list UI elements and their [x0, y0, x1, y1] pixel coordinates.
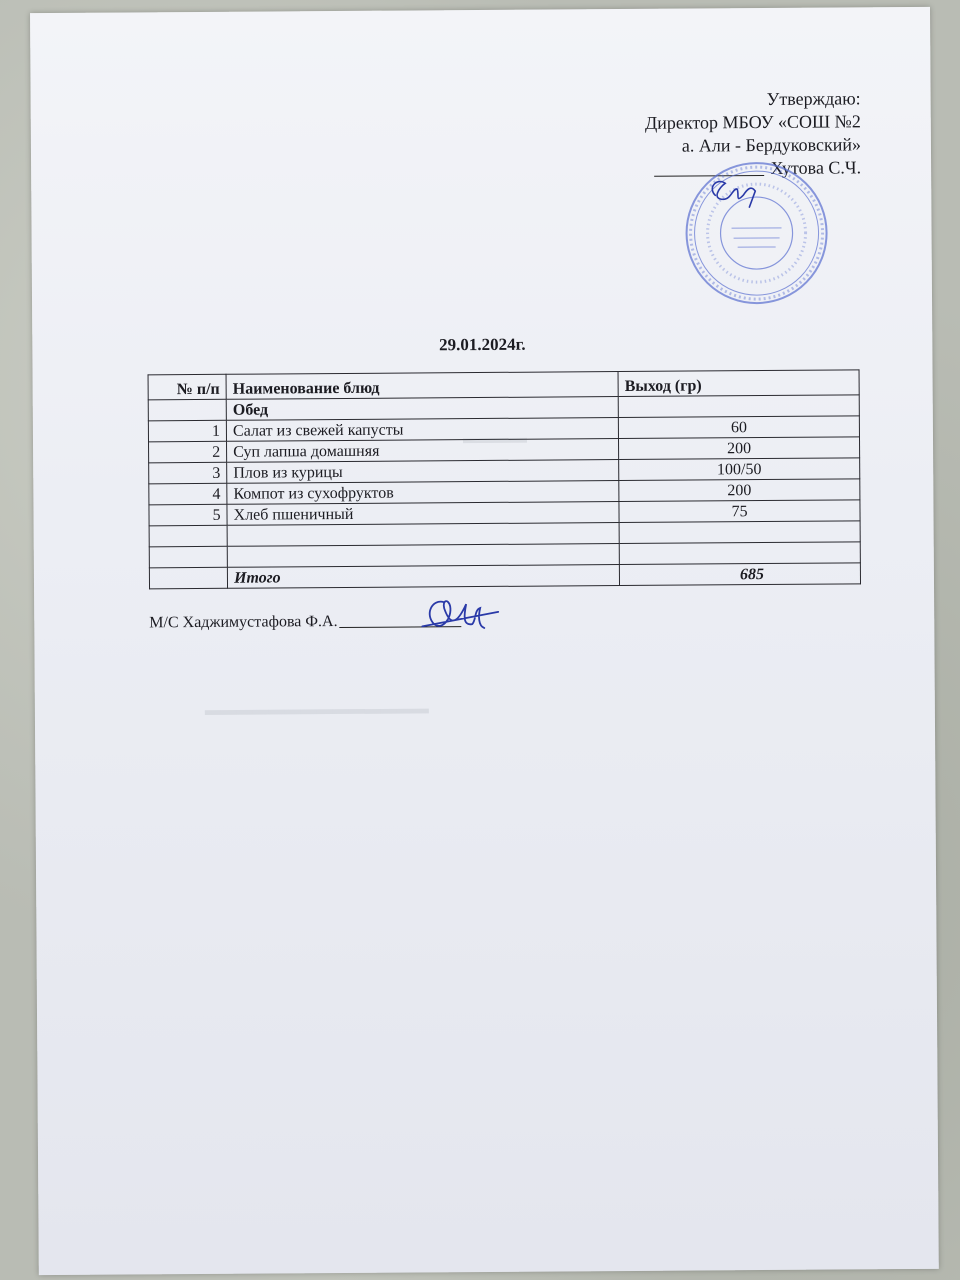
row-dish-name: Хлеб пшеничный	[227, 502, 619, 526]
nurse-name: М/С Хаджимустафова Ф.А.	[149, 613, 338, 632]
approval-school: а. Али - Бердуковский»	[681, 134, 862, 156]
show-through-text: ▬▬▬▬	[462, 429, 528, 448]
empty-cell	[619, 542, 860, 565]
empty-cell	[227, 523, 619, 547]
row-output: 200	[619, 479, 860, 502]
row-dish-name: Суп лапша домашняя	[227, 439, 619, 463]
total-label: Итого	[227, 565, 619, 589]
empty-cell	[149, 546, 227, 568]
section-number-cell	[148, 399, 226, 421]
row-number: 2	[149, 441, 227, 463]
document-page	[30, 7, 939, 1275]
show-through-text: ▬▬▬▬▬▬▬▬▬▬▬▬▬▬	[204, 700, 429, 719]
row-number: 3	[149, 462, 227, 484]
total-value: 685	[619, 563, 860, 586]
row-dish-name: Компот из сухофруктов	[227, 481, 619, 505]
total-row	[149, 563, 860, 589]
row-dish-name: Салат из свежей капусты	[226, 418, 618, 442]
header-dish-name: Наименование блюд	[226, 372, 618, 400]
row-number: 4	[149, 483, 227, 505]
section-output-cell	[618, 395, 859, 418]
approval-title: Утверждаю:	[766, 88, 861, 110]
section-title: Обед	[226, 397, 618, 421]
row-number: 5	[149, 504, 227, 526]
approval-position: Директор МБОУ «СОШ №2	[644, 111, 861, 133]
header-number: № п/п	[148, 374, 226, 400]
nurse-signature	[414, 590, 504, 641]
empty-cell	[227, 544, 619, 568]
row-output: 60	[618, 416, 859, 439]
approval-director-name: Хутова С.Ч.	[770, 157, 862, 178]
row-number: 1	[148, 420, 226, 442]
row-output: 200	[619, 437, 860, 460]
total-number-cell	[149, 567, 227, 589]
empty-cell	[619, 521, 860, 544]
menu-table	[148, 369, 861, 589]
empty-cell	[149, 525, 227, 547]
director-signature	[701, 173, 771, 208]
menu-date: 29.01.2024г.	[438, 334, 526, 355]
header-output: Выход (гр)	[618, 370, 859, 397]
row-output: 75	[619, 500, 860, 523]
row-output: 100/50	[619, 458, 860, 481]
row-dish-name: Плов из курицы	[227, 460, 619, 484]
